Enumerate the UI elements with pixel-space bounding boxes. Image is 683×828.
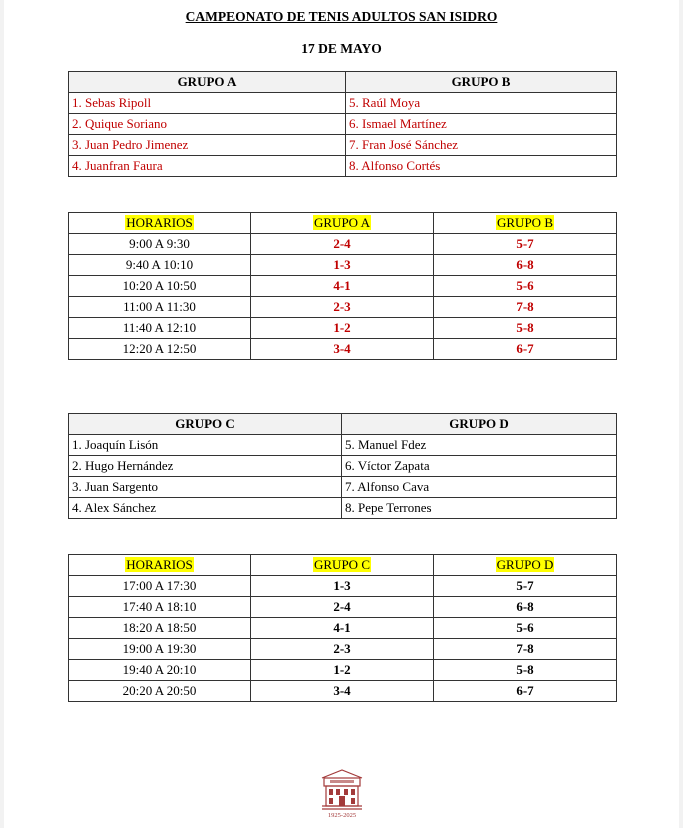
table-row xyxy=(69,276,617,297)
document-page xyxy=(4,0,679,828)
match-cell: 6-8 xyxy=(434,255,617,276)
schedule-ab-table xyxy=(68,212,617,360)
club-building-logo-icon xyxy=(316,762,368,820)
document-title: CAMPEONATO DE TENIS ADULTOS SAN ISIDRO xyxy=(185,9,498,24)
time-cell: 19:40 A 20:10 xyxy=(69,660,251,681)
table-row xyxy=(69,339,617,360)
logo-years: 1925-2025 xyxy=(327,812,357,819)
table-row xyxy=(69,477,617,498)
schedule-cd-header-row xyxy=(69,555,617,576)
match-cell: 7-8 xyxy=(434,297,617,318)
horarios-header: HORARIOS xyxy=(126,215,193,230)
time-cell: 11:00 A 11:30 xyxy=(69,297,251,318)
table-row xyxy=(69,576,617,597)
time-cell: 9:00 A 9:30 xyxy=(69,234,251,255)
match-cell: 2-4 xyxy=(251,234,434,255)
table-row xyxy=(69,135,617,156)
time-cell: 19:00 A 19:30 xyxy=(69,639,251,660)
group-a-header: GRUPO A xyxy=(69,72,346,93)
time-cell: 12:20 A 12:50 xyxy=(69,339,251,360)
time-cell: 11:40 A 12:10 xyxy=(69,318,251,339)
match-cell: 5-7 xyxy=(434,234,617,255)
match-cell: 6-7 xyxy=(434,339,617,360)
match-cell: 2-4 xyxy=(251,597,434,618)
match-cell: 1-2 xyxy=(251,318,434,339)
player-cell: 5. Raúl Moya xyxy=(346,93,617,114)
table-row xyxy=(69,498,617,519)
player-cell: 7. Fran José Sánchez xyxy=(346,135,617,156)
horarios-header: HORARIOS xyxy=(126,557,193,572)
groups-cd-header-row xyxy=(69,414,617,435)
match-cell: 1-3 xyxy=(251,255,434,276)
match-cell: 5-6 xyxy=(434,276,617,297)
match-cell: 6-8 xyxy=(434,597,617,618)
match-cell: 6-7 xyxy=(434,681,617,702)
match-cell: 3-4 xyxy=(251,339,434,360)
match-cell: 5-6 xyxy=(434,618,617,639)
table-row xyxy=(69,297,617,318)
time-cell: 9:40 A 10:10 xyxy=(69,255,251,276)
player-cell: 5. Manuel Fdez xyxy=(342,435,617,456)
table-row xyxy=(69,435,617,456)
player-cell: 2. Quique Soriano xyxy=(69,114,346,135)
group-b-header: GRUPO B xyxy=(497,215,553,230)
table-row xyxy=(69,456,617,477)
player-cell: 7. Alfonso Cava xyxy=(342,477,617,498)
time-cell: 10:20 A 10:50 xyxy=(69,276,251,297)
group-c-header: GRUPO C xyxy=(314,557,370,572)
time-cell: 17:00 A 17:30 xyxy=(69,576,251,597)
time-cell: 20:20 A 20:50 xyxy=(69,681,251,702)
table-row xyxy=(69,318,617,339)
groups-cd-table xyxy=(68,413,617,519)
player-cell: 2. Hugo Hernández xyxy=(69,456,342,477)
document-date: 17 DE MAYO xyxy=(301,41,382,56)
table-row xyxy=(69,597,617,618)
match-cell: 1-2 xyxy=(251,660,434,681)
time-cell: 17:40 A 18:10 xyxy=(69,597,251,618)
table-row xyxy=(69,114,617,135)
player-cell: 4. Alex Sánchez xyxy=(69,498,342,519)
player-cell: 1. Joaquín Lisón xyxy=(69,435,342,456)
table-row xyxy=(69,93,617,114)
player-cell: 3. Juan Pedro Jimenez xyxy=(69,135,346,156)
table-row xyxy=(69,681,617,702)
group-a-header: GRUPO A xyxy=(314,215,370,230)
group-c-header: GRUPO C xyxy=(69,414,342,435)
player-cell: 6. Víctor Zapata xyxy=(342,456,617,477)
match-cell: 1-3 xyxy=(251,576,434,597)
groups-ab-header-row xyxy=(69,72,617,93)
schedule-ab-header-row xyxy=(69,213,617,234)
player-cell: 6. Ismael Martínez xyxy=(346,114,617,135)
match-cell: 2-3 xyxy=(251,639,434,660)
group-d-header: GRUPO D xyxy=(342,414,617,435)
table-row xyxy=(69,618,617,639)
time-cell: 18:20 A 18:50 xyxy=(69,618,251,639)
table-row xyxy=(69,639,617,660)
group-b-header: GRUPO B xyxy=(346,72,617,93)
match-cell: 5-8 xyxy=(434,660,617,681)
table-row xyxy=(69,660,617,681)
player-cell: 8. Pepe Terrones xyxy=(342,498,617,519)
match-cell: 2-3 xyxy=(251,297,434,318)
match-cell: 5-7 xyxy=(434,576,617,597)
match-cell: 3-4 xyxy=(251,681,434,702)
table-row xyxy=(69,156,617,177)
table-row xyxy=(69,255,617,276)
schedule-cd-table xyxy=(68,554,617,702)
match-cell: 4-1 xyxy=(251,276,434,297)
match-cell: 7-8 xyxy=(434,639,617,660)
player-cell: 4. Juanfran Faura xyxy=(69,156,346,177)
match-cell: 5-8 xyxy=(434,318,617,339)
player-cell: 8. Alfonso Cortés xyxy=(346,156,617,177)
group-d-header: GRUPO D xyxy=(496,557,554,572)
groups-ab-table xyxy=(68,71,617,177)
match-cell: 4-1 xyxy=(251,618,434,639)
player-cell: 3. Juan Sargento xyxy=(69,477,342,498)
player-cell: 1. Sebas Ripoll xyxy=(69,93,346,114)
table-row xyxy=(69,234,617,255)
